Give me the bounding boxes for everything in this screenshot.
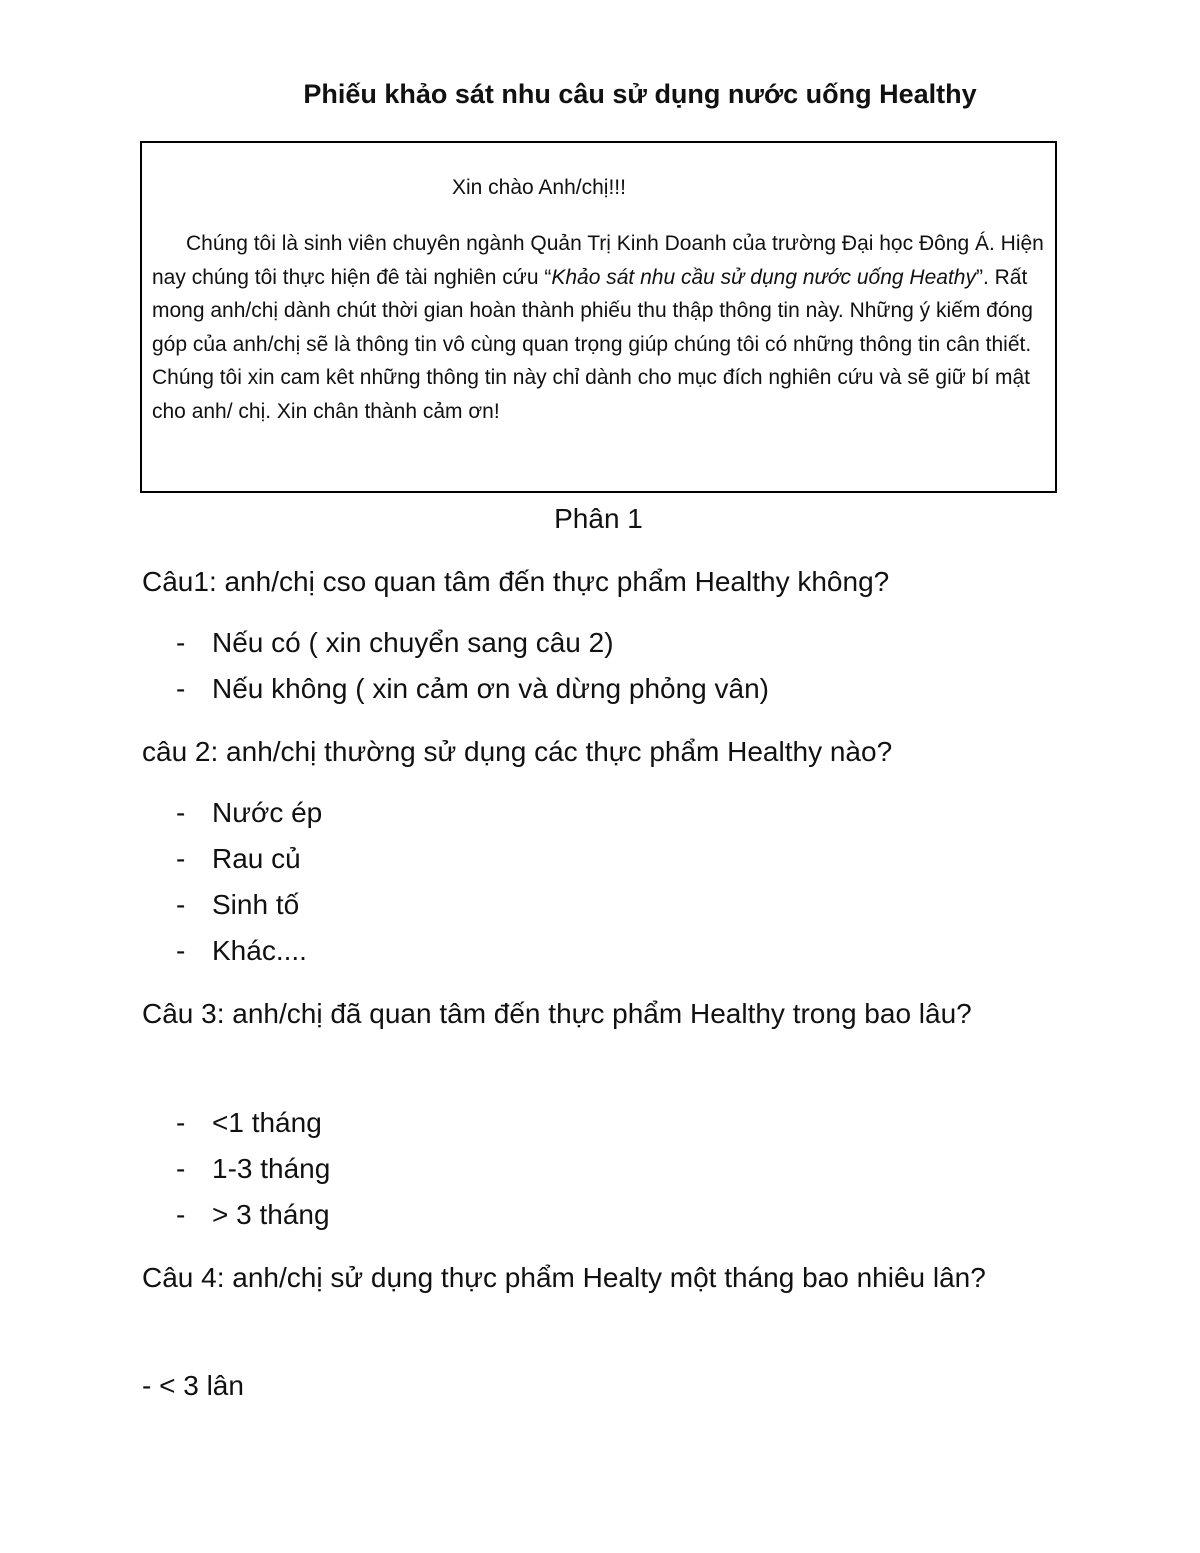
option-text: Nếu không ( xin cảm ơn và dừng phỏng vân) — [212, 673, 769, 704]
option-item — [0, 620, 1000, 666]
intro-box — [140, 141, 1057, 493]
intro-greeting: Xin chào Anh/chị!!! — [452, 176, 626, 199]
bullet-dash: - — [176, 797, 186, 828]
option-text: Nước ép — [212, 797, 323, 828]
option-item — [0, 1146, 1000, 1192]
option-text: Khác.... — [212, 935, 307, 966]
option-text: Rau củ — [212, 843, 301, 874]
option-item — [0, 666, 1000, 712]
option-item — [0, 882, 1000, 928]
option-text: 1-3 tháng — [212, 1153, 331, 1184]
intro-text-italic: Khảo sát nhu cầu sử dụng nước uống Heathy — [551, 265, 976, 289]
bullet-dash: - — [176, 627, 186, 658]
question-3: Câu 3: anh/chị đã quan tâm đến thực phẩm Healthy trong bao lâu? — [142, 998, 972, 1029]
intro-paragraph — [152, 227, 1047, 428]
intro-text-after: ”. Rất mong anh/chị dành chút thời gian hoàn thành phiếu thu thập thông tin này. Những ý kiếm đóng góp của anh/chị sẽ là thông tin vô cùng quan trọng giúp chúng tôi có những thông tin cân thiết. Chúng tôi xin cam kêt những thông tin này chỉ dành cho mục đích nghiên cứu và sẽ giữ bí mật cho anh/ chị. Xin chân thành cảm ơn! — [152, 265, 1033, 423]
bullet-dash: - — [176, 1199, 186, 1230]
question-2-options — [0, 790, 1000, 974]
option-text: <1 tháng — [212, 1107, 322, 1138]
section-title: Phân 1 — [554, 503, 643, 534]
option-item — [0, 1192, 1000, 1238]
intro-text-before: Chúng tôi là sinh viên chuyên ngành Quản Trị Kinh Doanh của trường Đại học Đông Á. Hiện nay chúng tôi thực hiện đê tài nghiên cứu “ — [152, 232, 1044, 289]
question-4: Câu 4: anh/chị sử dụng thực phẩm Healty một tháng bao nhiêu lân? — [142, 1262, 986, 1293]
question-1: Câu1: anh/chị cso quan tâm đến thực phẩm Healthy không? — [142, 566, 890, 597]
question-3-options — [0, 1100, 1000, 1238]
option-item — [0, 790, 1000, 836]
option-item — [0, 1100, 1000, 1146]
bullet-dash: - — [176, 935, 186, 966]
option-text: Nếu có ( xin chuyển sang câu 2) — [212, 627, 614, 658]
document-title: Phiếu khảo sát nhu câu sử dụng nước uống Healthy — [303, 79, 977, 109]
option-text: > 3 tháng — [212, 1199, 330, 1230]
bullet-dash: - — [176, 1153, 186, 1184]
bullet-dash: - — [176, 843, 186, 874]
question-2: câu 2: anh/chị thường sử dụng các thực phẩm Healthy nào? — [142, 736, 893, 767]
option-text: Sinh tố — [212, 889, 300, 920]
bullet-dash: - — [176, 673, 186, 704]
option-item — [0, 836, 1000, 882]
question-4-option: - < 3 lân — [142, 1370, 244, 1401]
question-1-options — [0, 620, 1000, 712]
option-item — [0, 928, 1000, 974]
bullet-dash: - — [176, 889, 186, 920]
bullet-dash: - — [176, 1107, 186, 1138]
